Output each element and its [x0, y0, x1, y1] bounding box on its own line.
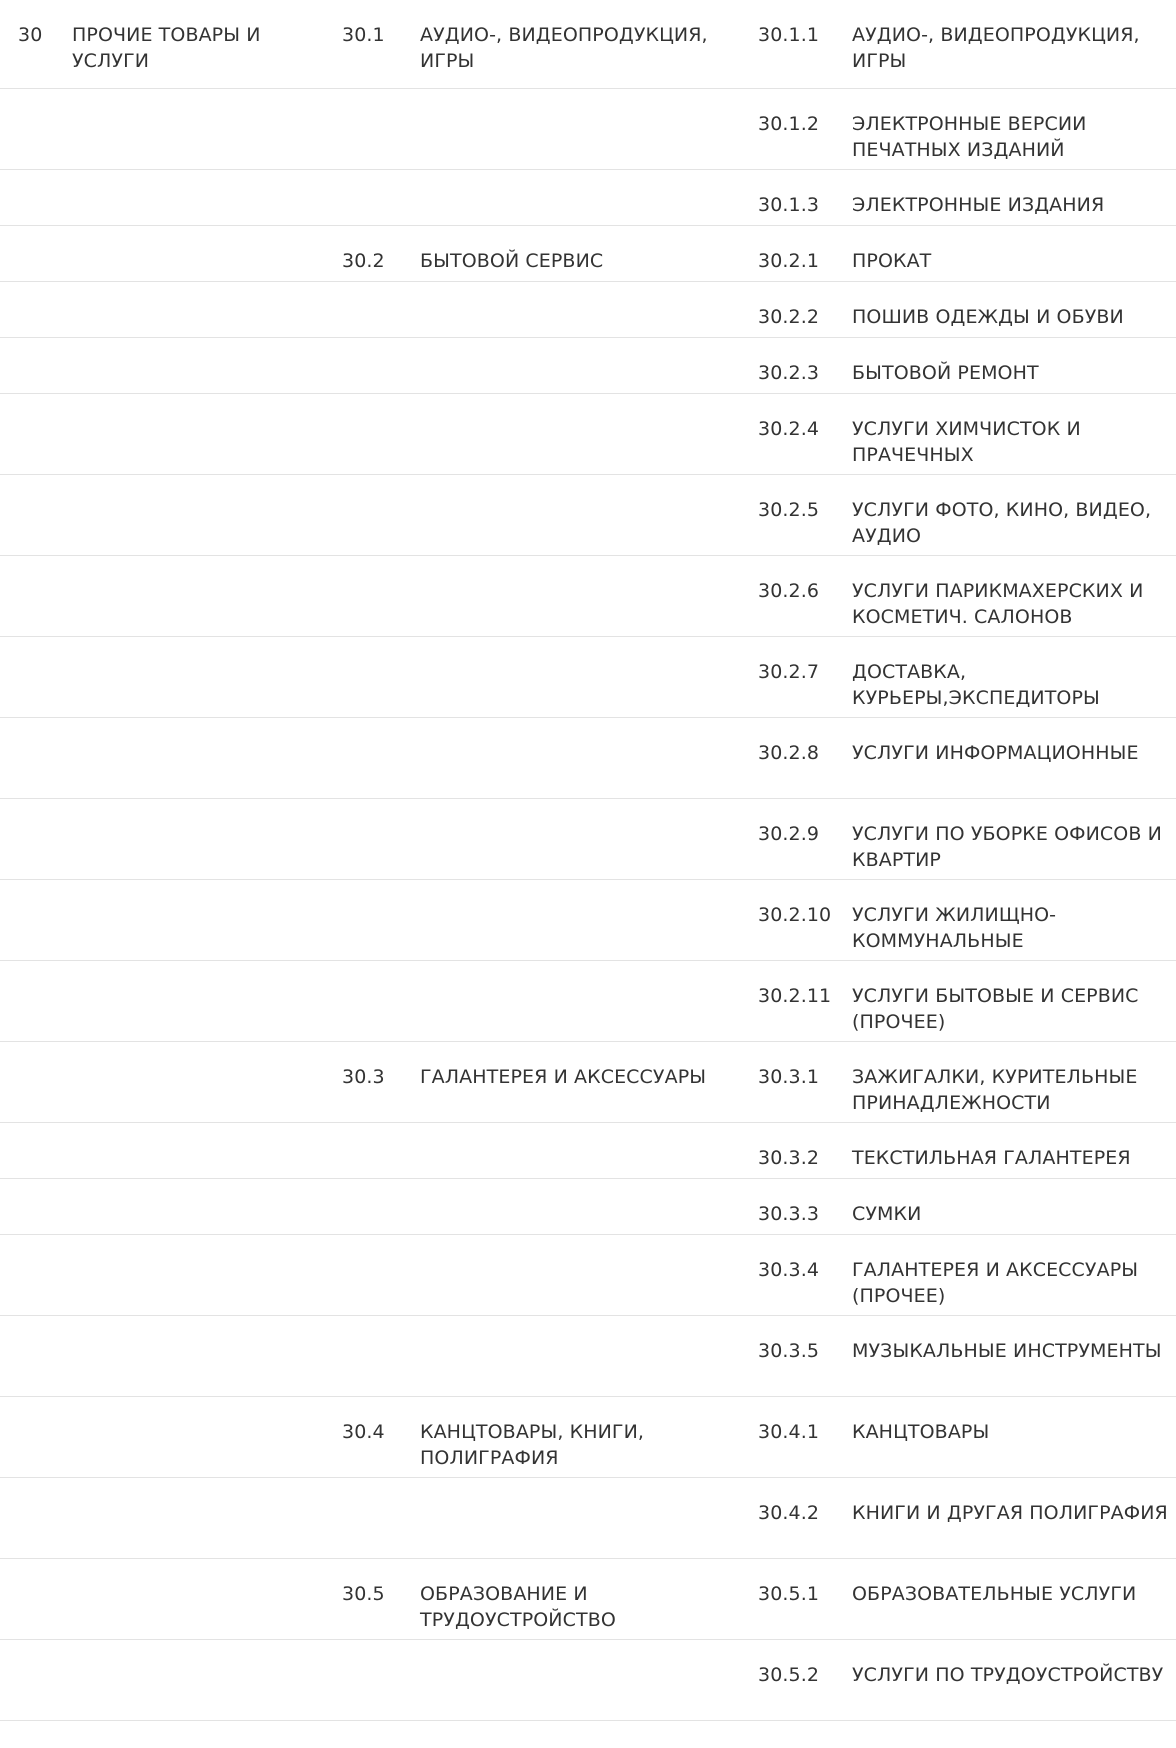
item-name: КАНЦТОВАРЫ [852, 1421, 990, 1443]
item-code: 30.2.4 [758, 418, 820, 440]
category-name: ПРОЧИЕ ТОВАРЫ И УСЛУГИ [72, 24, 261, 72]
subcategory-name: АУДИО-, ВИДЕОПРОДУКЦИЯ, ИГРЫ [420, 24, 708, 72]
subcategory-name: БЫТОВОЙ СЕРВИС [420, 250, 604, 272]
item-name: ТЕКСТИЛЬНАЯ ГАЛАНТЕРЕЯ [852, 1147, 1131, 1169]
table-row [0, 1042, 1176, 1123]
item-name: АУДИО-, ВИДЕОПРОДУКЦИЯ, ИГРЫ [852, 24, 1140, 72]
subcategory-code: 30.4 [342, 1421, 385, 1443]
table-row [0, 475, 1176, 556]
item-name: УСЛУГИ ПО ТРУДОУСТРОЙСТВУ [852, 1664, 1164, 1686]
table-row [0, 1559, 1176, 1640]
item-code: 30.5.2 [758, 1664, 820, 1686]
table-row [0, 718, 1176, 799]
item-name: КНИГИ И ДРУГАЯ ПОЛИГРАФИЯ [852, 1502, 1168, 1524]
item-code: 30.3.3 [758, 1203, 820, 1225]
table-row [0, 880, 1176, 961]
item-name: УСЛУГИ ПО УБОРКЕ ОФИСОВ И КВАРТИР [852, 823, 1162, 871]
table-row [0, 394, 1176, 475]
subcategory-name: ОБРАЗОВАНИЕ И ТРУДОУСТРОЙСТВО [420, 1583, 616, 1631]
table-row [0, 556, 1176, 637]
table-row [0, 170, 1176, 226]
table-row [0, 637, 1176, 718]
subcategory-name: ГАЛАНТЕРЕЯ И АКСЕССУАРЫ [420, 1066, 707, 1088]
item-code: 30.3.2 [758, 1147, 820, 1169]
subcategory-name: КАНЦТОВАРЫ, КНИГИ, ПОЛИГРАФИЯ [420, 1421, 645, 1469]
table-row [0, 1316, 1176, 1397]
item-name: УСЛУГИ ИНФОРМАЦИОННЫЕ [852, 742, 1139, 764]
subcategory-code: 30.1 [342, 24, 385, 46]
subcategory-code: 30.5 [342, 1583, 385, 1605]
table-row [0, 226, 1176, 282]
item-code: 30.2.9 [758, 823, 820, 845]
item-code: 30.2.10 [758, 904, 832, 926]
item-name: УСЛУГИ ХИМЧИСТОК И ПРАЧЕЧНЫХ [852, 418, 1081, 466]
item-code: 30.2.11 [758, 985, 832, 1007]
table-row [0, 799, 1176, 880]
item-name: ЗАЖИГАЛКИ, КУРИТЕЛЬНЫЕ ПРИНАДЛЕЖНОСТИ [852, 1066, 1138, 1114]
table-row [0, 282, 1176, 338]
table-row [0, 961, 1176, 1042]
item-code: 30.1.3 [758, 194, 820, 216]
item-code: 30.1.2 [758, 113, 820, 135]
table-row [0, 1397, 1176, 1478]
item-code: 30.2.1 [758, 250, 820, 272]
item-code: 30.5.1 [758, 1583, 820, 1605]
item-name: ЭЛЕКТРОННЫЕ ВЕРСИИ ПЕЧАТНЫХ ИЗДАНИЙ [852, 113, 1087, 161]
item-name: ПРОКАТ [852, 250, 932, 272]
item-name: СУМКИ [852, 1203, 922, 1225]
table-row [0, 1478, 1176, 1559]
item-name: УСЛУГИ ПАРИКМАХЕРСКИХ И КОСМЕТИЧ. САЛОНОВ [852, 580, 1144, 628]
item-name: УСЛУГИ ЖИЛИЩНО-КОММУНАЛЬНЫЕ [852, 904, 1057, 952]
item-name: ДОСТАВКА, КУРЬЕРЫ,ЭКСПЕДИТОРЫ [852, 661, 1100, 709]
item-name: ГАЛАНТЕРЕЯ И АКСЕССУАРЫ (ПРОЧЕЕ) [852, 1259, 1139, 1307]
item-code: 30.3.1 [758, 1066, 820, 1088]
table-row [0, 1179, 1176, 1235]
item-name: ОБРАЗОВАТЕЛЬНЫЕ УСЛУГИ [852, 1583, 1137, 1605]
item-name: ЭЛЕКТРОННЫЕ ИЗДАНИЯ [852, 194, 1105, 216]
subcategory-code: 30.3 [342, 1066, 385, 1088]
item-code: 30.1.1 [758, 24, 820, 46]
table-row [0, 1640, 1176, 1721]
table-row [0, 1235, 1176, 1316]
item-name: УСЛУГИ БЫТОВЫЕ И СЕРВИС (ПРОЧЕЕ) [852, 985, 1139, 1033]
item-code: 30.2.5 [758, 499, 820, 521]
item-code: 30.4.2 [758, 1502, 820, 1524]
item-code: 30.2.6 [758, 580, 820, 602]
item-name: УСЛУГИ ФОТО, КИНО, ВИДЕО, АУДИО [852, 499, 1152, 547]
item-code: 30.3.4 [758, 1259, 820, 1281]
item-code: 30.3.5 [758, 1340, 820, 1362]
item-code: 30.2.3 [758, 362, 820, 384]
item-code: 30.2.2 [758, 306, 820, 328]
item-code: 30.2.8 [758, 742, 820, 764]
table-row [0, 89, 1176, 170]
table-row [0, 1123, 1176, 1179]
item-name: БЫТОВОЙ РЕМОНТ [852, 362, 1039, 384]
subcategory-code: 30.2 [342, 250, 385, 272]
item-code: 30.2.7 [758, 661, 820, 683]
item-name: МУЗЫКАЛЬНЫЕ ИНСТРУМЕНТЫ [852, 1340, 1162, 1362]
category-code: 30 [18, 24, 43, 46]
item-name: ПОШИВ ОДЕЖДЫ И ОБУВИ [852, 306, 1124, 328]
item-code: 30.4.1 [758, 1421, 820, 1443]
table-row [0, 338, 1176, 394]
table-row [0, 0, 1176, 89]
